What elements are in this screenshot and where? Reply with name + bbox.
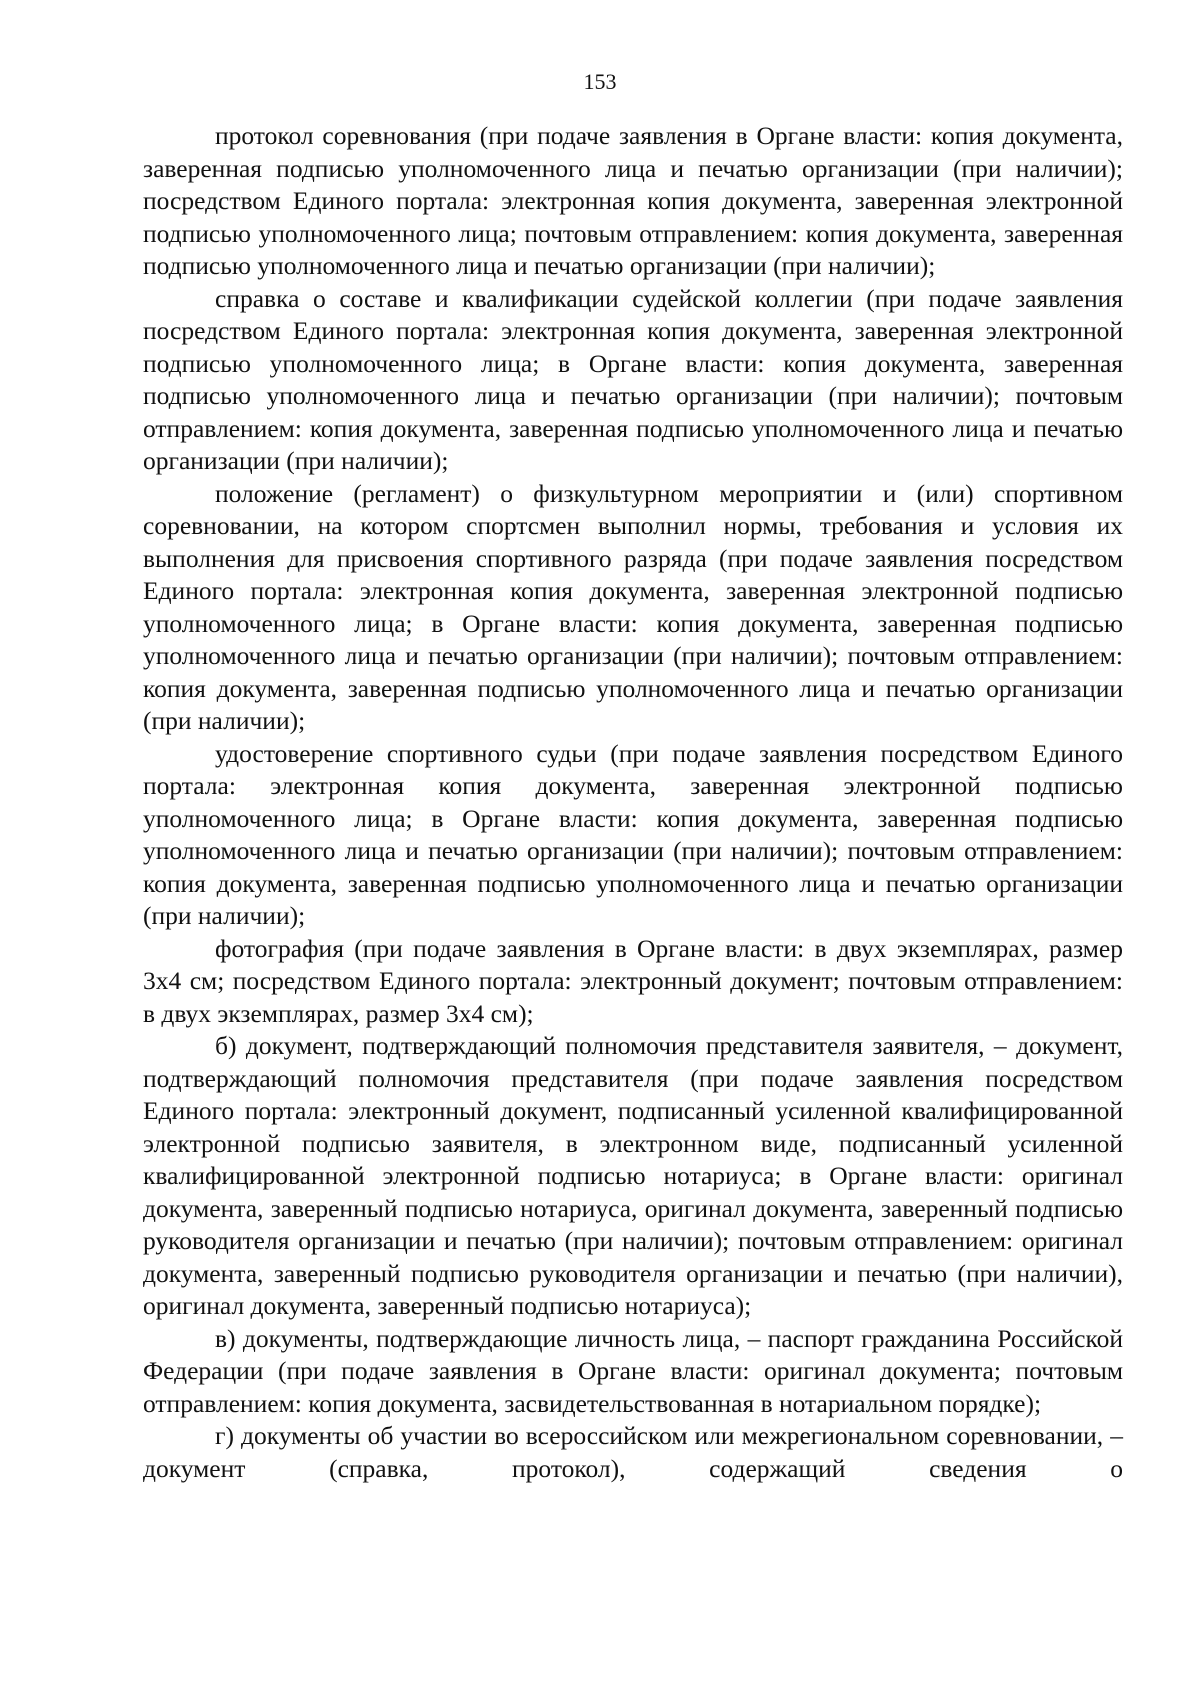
paragraph-competition-participation: г) документы об участии во всероссийском или межрегиональном соревновании, – документ (справка, протокол), содержащий сведения о <box>143 1421 1123 1483</box>
paragraph-photo: фотография (при подаче заявления в Органе власти: в двух экземплярах, размер 3х4 см; посредством Единого портала: электронный документ; почтовым отправлением: в двух экземплярах, размер 3х4 см); <box>143 933 1123 1028</box>
paragraph-judges-certificate: справка о составе и квалификации судейской коллегии (при подаче заявления посредством Единого портала: электронная копия документа, заверенная электронной подписью уполномоченного лица; в Органе власти: копия документа, заверенная подписью уполномоченного лица и печатью организации (при наличии); почтовым отправлением: копия документа, заверенная подписью уполномоченного лица и печатью организации (при наличии); <box>143 283 1123 475</box>
paragraph-representative-authority: б) документ, подтверждающий полномочия представителя заявителя, – документ, подтверждающий полномочия представителя (при подаче заявления посредством Единого портала: электронный документ, подписанный усиленной квалифицированной электронной подписью заявителя, в электронном виде, подписанный усиленной квалифицированной электронной подписью нотариуса; в Органе власти: оригинал документа, заверенный подписью нотариуса, оригинал документа, заверенный подписью руководителя организации и печатью (при наличии); почтовым отправлением: оригинал документа, заверенный подписью руководителя организации и печатью (при наличии), оригинал документа, заверенный подписью нотариуса); <box>143 1031 1123 1320</box>
document-body <box>143 120 1123 1485</box>
paragraph-protocol: протокол соревнования (при подаче заявления в Органе власти: копия документа, заверенная подписью уполномоченного лица и печатью организации (при наличии); посредством Единого портала: электронная копия документа, заверенная электронной подписью уполномоченного лица; почтовым отправлением: копия документа, заверенная подписью уполномоченного лица и печатью организации (при наличии); <box>143 121 1123 280</box>
page-number: 153 <box>583 69 617 94</box>
paragraph-judge-id: удостоверение спортивного судьи (при подаче заявления посредством Единого портала: электронная копия документа, заверенная электронной подписью уполномоченного лица; в Органе власти: копия документа, заверенная подписью уполномоченного лица и печатью организации (при наличии); почтовым отправлением: копия документа, заверенная подписью уполномоченного лица и печатью организации (при наличии); <box>143 738 1123 930</box>
paragraph-regulation: положение (регламент) о физкультурном мероприятии и (или) спортивном соревновании, на котором спортсмен выполнил нормы, требования и условия их выполнения для присвоения спортивного разряда (при подаче заявления посредством Единого портала: электронная копия документа, заверенная электронной подписью уполномоченного лица; в Органе власти: копия документа, заверенная подписью уполномоченного лица и печатью организации (при наличии); почтовым отправлением: копия документа, заверенная подписью уполномоченного лица и печатью организации (при наличии); <box>143 478 1123 735</box>
paragraph-identity-documents: в) документы, подтверждающие личность лица, – паспорт гражданина Российской Федерации (при подаче заявления в Органе власти: оригинал документа; почтовым отправлением: копия документа, засвидетельствованная в нотариальном порядке); <box>143 1323 1123 1418</box>
